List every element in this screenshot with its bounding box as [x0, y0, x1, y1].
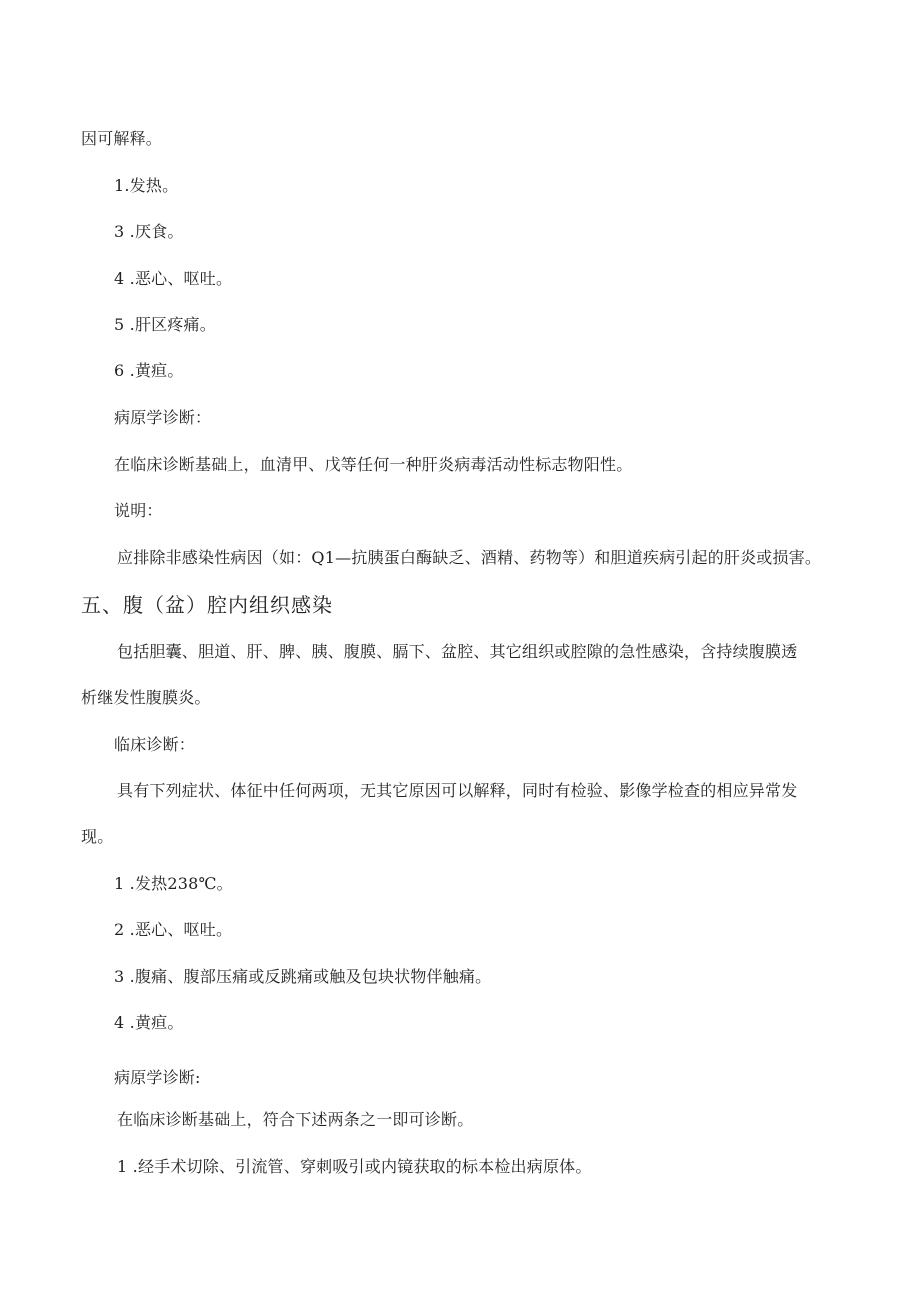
clinical-criteria-line: 具有下列症状、体征中任何两项，无其它原因可以解释，同时有检验、影像学检查的相应异常发 [117, 781, 798, 800]
symptom-item: 4 .恶心、呕吐。 [114, 269, 233, 288]
symptom-item: 3 .腹痛、腹部压痛或反跳痛或触及包块状物伴触痛。 [114, 967, 492, 986]
note-text: 应排除非感染性病因（如：Q1—抗胰蛋白酶缺乏、酒精、药物等）和胆道疾病引起的肝炎或损害。 [117, 548, 822, 567]
symptom-item: 3 .厌食。 [114, 222, 184, 241]
note-label: 说明： [114, 501, 163, 520]
clinical-diagnosis-label: 临床诊断： [114, 735, 196, 754]
symptom-item: 4 .黄疸。 [114, 1013, 184, 1032]
scope-paragraph-line: 析继发性腹膜炎。 [81, 688, 211, 707]
symptom-item: 5 .肝区疼痛。 [114, 315, 216, 334]
symptom-item: 2 .恶心、呕吐。 [114, 920, 233, 939]
scope-paragraph-line: 包括胆囊、胆道、肝、脾、胰、腹膜、膈下、盆腔、其它组织或腔隙的急性感染，含持续腹膜透 [117, 642, 798, 661]
symptom-item: 6 .黄疸。 [114, 361, 184, 380]
pathogen-diagnosis-label: 病原学诊断: [114, 1068, 201, 1087]
section-title: 五、腹（盆）腔内组织感染 [81, 593, 333, 617]
pathogen-diagnosis-intro: 在临床诊断基础上，符合下述两条之一即可诊断。 [117, 1110, 474, 1129]
clinical-criteria-line: 现。 [81, 827, 114, 846]
pathogen-diagnosis-label: 病原学诊断： [114, 408, 212, 427]
pathogen-diagnosis-text: 在临床诊断基础上，血清甲、戊等任何一种肝炎病毒活动性标志物阳性。 [114, 455, 633, 474]
symptom-item: 1 .发热238℃。 [114, 874, 233, 893]
pathogen-criteria-item: 1 .经手术切除、引流管、穿刺吸引或内镜获取的标本检出病原体。 [117, 1157, 592, 1176]
continuation-text: 因可解释。 [81, 129, 163, 148]
symptom-item: 1.发热。 [114, 176, 179, 195]
